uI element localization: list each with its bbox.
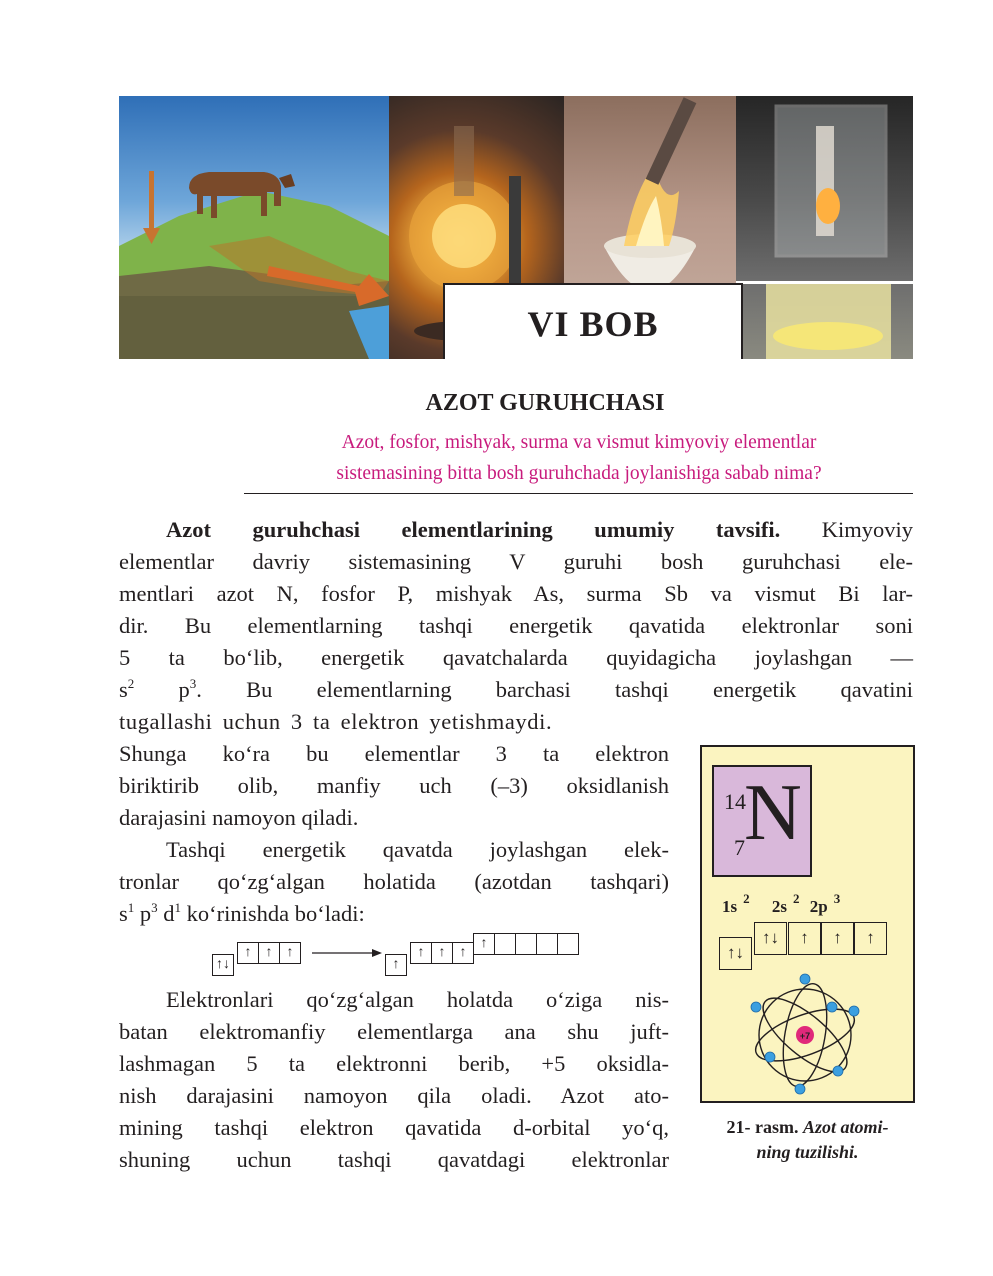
text-line: 5 ta bo‘lib, energetik qavatchalarda quyidagicha joylashgan — xyxy=(119,645,913,670)
caption-number: 21- rasm. xyxy=(726,1117,799,1137)
nitrogen-atom-figure xyxy=(700,745,915,1103)
text-span: s xyxy=(119,901,128,926)
text-line: Tashqi energetik qavatda joylashgan elek- xyxy=(166,837,669,862)
electron xyxy=(827,1002,837,1012)
divider xyxy=(244,493,913,494)
orbital-cell: ↑ xyxy=(279,942,301,964)
text-line: mentlari azot N, fosfor P, mishyak As, surma Sb va vismut Bi lar- xyxy=(119,581,913,606)
caption-text: Azot atomi- xyxy=(802,1117,889,1137)
electron xyxy=(849,1006,859,1016)
element-symbol: N xyxy=(744,769,802,857)
text-span: 2p xyxy=(809,897,828,916)
question-line: sistemasining bitta bosh guruhchada joylanishiga sabab nima? xyxy=(336,463,822,484)
text-line: dir. Bu elementlarning tashqi energetik qavatida elektronlar soni xyxy=(119,613,913,638)
text-line: darajasini namoyon qiladi. xyxy=(119,805,359,830)
superscript: 1 xyxy=(127,900,135,915)
orbital-cell: ↑ xyxy=(473,933,495,955)
orbital-cell xyxy=(515,933,537,955)
question-line: Azot, fosfor, mishyak, surma va vismut kimyoviy elementlar xyxy=(341,432,817,453)
orbital-cell: ↑ xyxy=(385,954,407,976)
text-span: . Bu elementlarning barchasi tashqi energetik qavatini xyxy=(196,677,914,702)
text-line: mining tashqi elektron qavatida d-orbital yo‘q, xyxy=(119,1115,669,1140)
orbital-cell: ↑ xyxy=(258,942,280,964)
text-span: 2s xyxy=(771,897,787,916)
caption-text: ning tuzilishi. xyxy=(756,1142,859,1162)
config-1s xyxy=(722,891,750,916)
paragraph-1 xyxy=(119,514,913,706)
text-line: Elektronlari qo‘zg‘algan holatda o‘ziga nis- xyxy=(166,987,669,1012)
superscript: 3 xyxy=(189,676,197,691)
caption-line-1 xyxy=(700,1115,915,1140)
text-line: tugallashi uchun 3 ta elektron yetishmaydi. xyxy=(119,709,553,734)
orbital-cell: ↑↓ xyxy=(212,954,234,976)
superscript: 3 xyxy=(833,891,841,906)
figure-caption xyxy=(700,1115,915,1165)
electron xyxy=(833,1066,843,1076)
chapter-label-box xyxy=(443,283,743,359)
orbital-scheme xyxy=(212,936,582,978)
text-span: s xyxy=(119,677,128,702)
config-2p xyxy=(809,891,841,916)
chapter-title: AZOT GURUHCHASI xyxy=(425,390,665,416)
electron xyxy=(765,1052,775,1062)
caption-line-2 xyxy=(700,1140,915,1165)
element-tile xyxy=(712,765,812,877)
chapter-question xyxy=(245,427,913,489)
text-line: elementlar davriy sistemasining V guruhi bosh guruhchasi ele- xyxy=(119,549,913,574)
text-span: d xyxy=(163,901,175,926)
electron xyxy=(795,1084,805,1094)
text-line: nish darajasini namoyon qila oladi. Azot ato- xyxy=(119,1083,669,1108)
superscript: 3 xyxy=(151,900,158,915)
superscript: 2 xyxy=(743,891,750,906)
atomic-number: 7 xyxy=(734,835,745,860)
text-span: ko‘rinishda bo‘ladi: xyxy=(186,901,365,926)
arrow-right-icon xyxy=(312,947,382,959)
chapter-label: VI BOB xyxy=(527,304,659,344)
text-line: shuning uchun tashqi qavatdagi elektronlar xyxy=(119,1147,669,1172)
orbital-2p: ↑ xyxy=(788,922,821,955)
superscript: 2 xyxy=(793,891,800,906)
orbital-cell xyxy=(557,933,579,955)
orbital-1s: ↑↓ xyxy=(719,937,752,970)
electron xyxy=(751,1002,761,1012)
text-line xyxy=(119,898,669,930)
orbital-cell: ↑ xyxy=(237,942,259,964)
text-line: lashmagan 5 ta elektronni berib, +5 oksidla- xyxy=(119,1051,669,1076)
atom-model-diagram xyxy=(742,969,872,1097)
config-2s xyxy=(771,891,800,916)
paragraph-3 xyxy=(119,984,669,1176)
text-span: p xyxy=(139,901,152,926)
orbital-2s: ↑↓ xyxy=(754,922,787,955)
section-heading: Azot guruhchasi elementlarining umumiy tavsifi. xyxy=(166,517,781,542)
text-span: 1s xyxy=(722,897,738,916)
text-line: tronlar qo‘zg‘algan holatida (azotdan tashqari) xyxy=(119,869,669,894)
text-span: Kimyoviy xyxy=(821,517,914,542)
orbital-cell: ↑ xyxy=(431,942,453,964)
orbital-cell: ↑ xyxy=(452,942,474,964)
nucleus-charge: +7 xyxy=(799,1031,811,1041)
superscript: 2 xyxy=(127,676,135,691)
text-line xyxy=(119,514,913,546)
nitrogen-cycle-image xyxy=(119,96,389,359)
text-line: biriktirib olib, manfiy uch (–3) oksidlanish xyxy=(119,773,669,798)
orbital-2p: ↑ xyxy=(854,922,887,955)
orbital-cell xyxy=(536,933,558,955)
glass-jar-image xyxy=(736,96,913,359)
superscript: 1 xyxy=(174,900,182,915)
mass-number: 14 xyxy=(724,789,746,814)
electron xyxy=(800,974,810,984)
orbital-cell xyxy=(494,933,516,955)
orbital-cell: ↑ xyxy=(410,942,432,964)
text-span: p xyxy=(178,677,190,702)
text-line xyxy=(119,674,913,706)
text-line: Shunga ko‘ra bu elementlar 3 ta elektron xyxy=(119,741,669,766)
orbital-2p: ↑ xyxy=(821,922,854,955)
text-line: batan elektromanfiy elementlarga ana shu juft- xyxy=(119,1019,669,1044)
paragraph-1-cont xyxy=(119,706,669,930)
electron-configuration xyxy=(722,891,846,917)
chapter-banner xyxy=(119,96,913,359)
